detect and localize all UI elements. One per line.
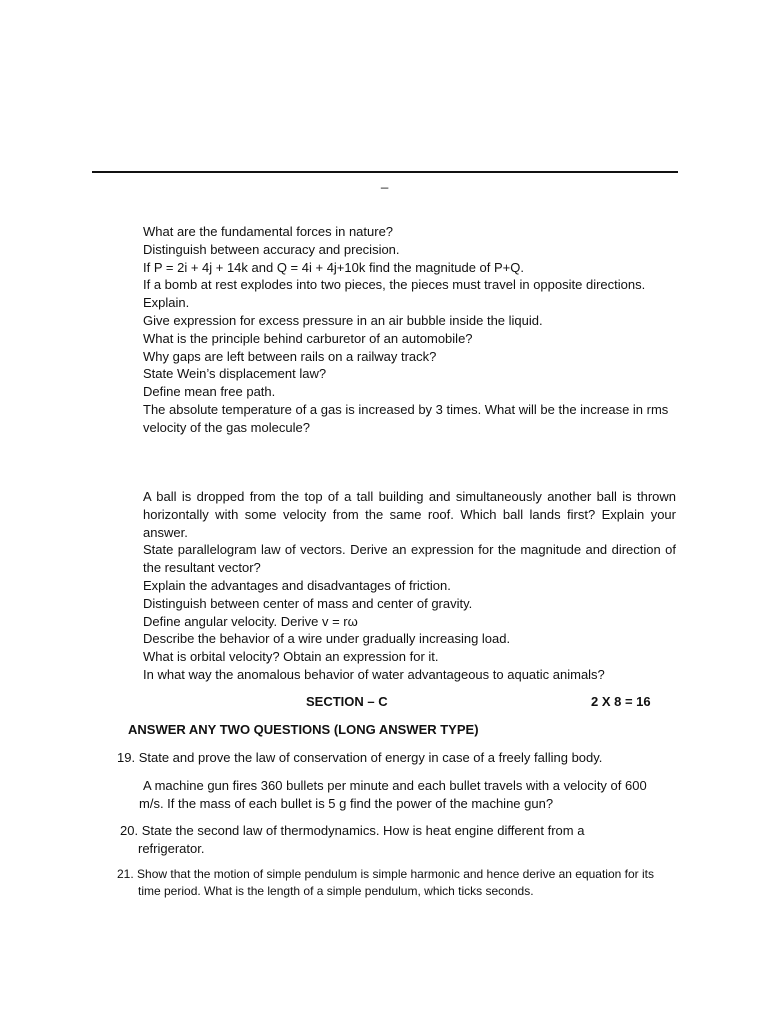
question-number: 20.: [120, 823, 139, 838]
section-c-marks: 2 X 8 = 16: [591, 694, 651, 709]
long-question-20: [120, 822, 640, 858]
question-item: Why gaps are left between rails on a railway track?: [143, 348, 437, 364]
header-dash: _: [381, 174, 389, 189]
question-item: Define angular velocity. Derive v = rω: [143, 613, 358, 629]
question-item: What is orbital velocity? Obtain an expression for it.: [143, 649, 439, 665]
question-item: State parallelogram law of vectors. Derive an expression for the magnitude and direction of the resultant vector?: [143, 542, 676, 576]
question-item: What is the principle behind carburetor of an automobile?: [143, 330, 473, 346]
header-rule: [92, 171, 678, 173]
question-number: 21.: [117, 867, 134, 881]
question-item: What are the fundamental forces in nature?: [143, 224, 394, 239]
question-item: Define mean free path.: [143, 384, 276, 400]
question-item: Give expression for excess pressure in an air bubble inside the liquid.: [143, 312, 543, 328]
question-item: The absolute temperature of a gas is increased by 3 times. What will be the increase in rms velocity of the gas molecule?: [143, 401, 669, 435]
long-question-21: [117, 866, 677, 900]
short-questions-list: [143, 223, 676, 437]
question-item: Explain the advantages and disadvantages of friction.: [143, 577, 451, 593]
question-item: State Wein’s displacement law?: [143, 366, 327, 382]
section-c-instruction: ANSWER ANY TWO QUESTIONS (LONG ANSWER TYPE): [128, 722, 479, 737]
question-item: In what way the anomalous behavior of water advantageous to aquatic animals?: [143, 666, 605, 682]
long-question-19: [117, 749, 647, 767]
long-question-19b: [139, 777, 673, 813]
question-text: A machine gun fires 360 bullets per minute and each bullet travels with a velocity of 600 m/s. If the mass of each bullet is 5 g find the power of the machine gun?: [139, 778, 647, 811]
section-c-title: SECTION – C: [306, 694, 388, 709]
question-text: Show that the motion of simple pendulum is simple harmonic and hence derive an equation for its time period. What is the length of a simple pendulum, which ticks seconds.: [137, 867, 654, 898]
question-item: Distinguish between center of mass and center of gravity.: [143, 595, 473, 611]
question-item: A ball is dropped from the top of a tall building and simultaneously another ball is thrown horizontally with some velocity from the same roof. Which ball lands first? Explain your answer.: [143, 489, 676, 540]
question-item: If P = 2i + 4j + 14k and Q = 4i + 4j+10k find the magnitude of P+Q.: [143, 259, 524, 275]
question-item: If a bomb at rest explodes into two pieces, the pieces must travel in opposite directions. Explain.: [143, 277, 646, 311]
question-text: State the second law of thermodynamics. How is heat engine different from a refrigerator.: [138, 823, 585, 856]
medium-questions-list: [143, 488, 676, 684]
question-number: 19.: [117, 750, 136, 765]
question-text: State and prove the law of conservation of energy in case of a freely falling body.: [138, 750, 603, 765]
question-item: Describe the behavior of a wire under gradually increasing load.: [143, 631, 511, 647]
question-item: Distinguish between accuracy and precision.: [143, 241, 400, 257]
